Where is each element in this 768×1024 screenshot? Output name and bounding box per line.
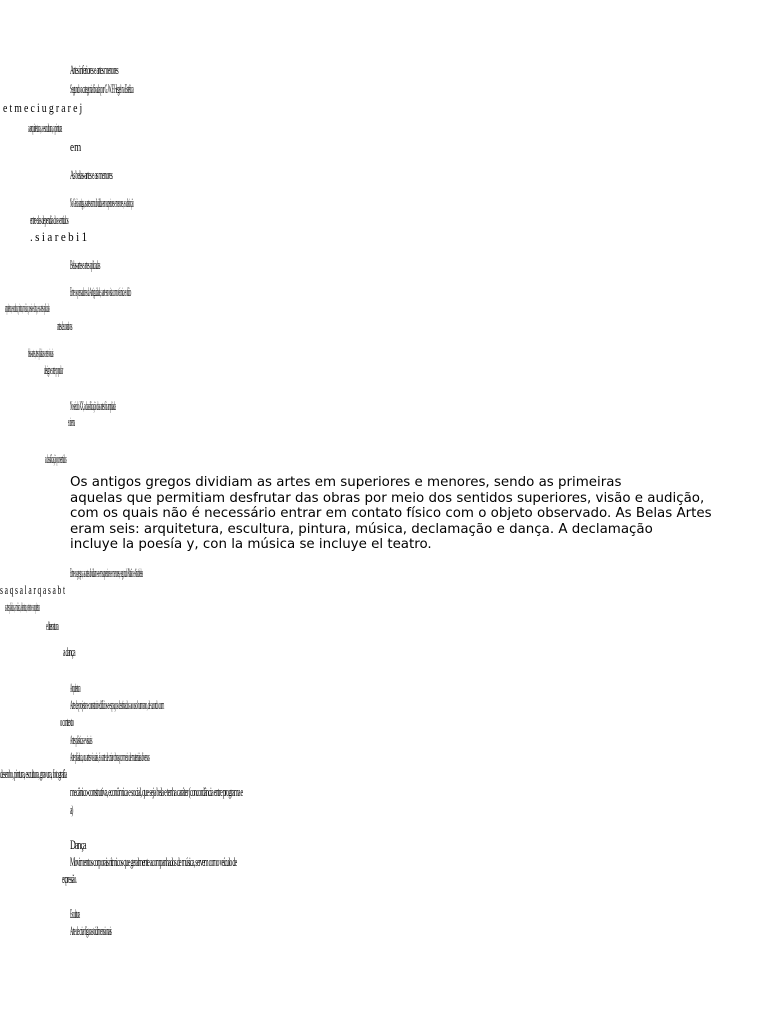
text-line: entre elas dependia dos sentidos — [30, 212, 69, 227]
heading-line: Escultura — [70, 906, 80, 921]
text-line: a) — [70, 802, 73, 817]
text-line: Entre os pensadores da Antiguidade, a arte era vista como técnica e ofício — [70, 284, 131, 299]
text-line: e literatura — [46, 618, 59, 633]
paragraph-line: incluye la poesía y, con la música se incluye el teatro. — [70, 537, 432, 553]
text-line: Movimentos corporais rítmicos que geralmente acompanhados de música, servem como veículo de — [70, 854, 237, 869]
text-line: desenho, pintura, escultura, gravura, fotografia — [0, 766, 67, 781]
text-line: Na Grécia antiga, as artes eram divididas em superiores e menores, e a distinção — [70, 195, 134, 210]
text-line: expressão. — [62, 871, 77, 886]
text-line: a arquitetura, a escultura, a pintura — [28, 120, 62, 135]
paragraph-line: aquelas que permitiam desfrutar das obras por meio dos sentidos superiores, visão e audição, — [70, 490, 705, 506]
heading-line: Artes plásticas e visuais — [70, 732, 92, 747]
heading-line: Belas-artes e artes aplicadas — [70, 257, 100, 272]
text-line: Arte de criar figuras tridimensionais — [70, 923, 112, 938]
text-line: a classificação por sentidos — [45, 451, 67, 466]
heading-line: Dança — [70, 837, 86, 852]
text-line: belas-artes, artes plásticas e artes visuais — [28, 345, 54, 360]
text-line: Segundo a categoria fixada por G. W. F. Hegel na Estética — [70, 81, 134, 96]
text-line: a dança — [63, 644, 75, 659]
text-line: artes decorativas — [57, 318, 72, 333]
text-line: Arte plástica, ou artes visuais, é a arte de criar obras por meio de materiais diversos — [70, 749, 150, 764]
text-line: as artes plásticas, a música, a literatura, o teatro e a arquitetura — [5, 599, 40, 614]
text-fragment: . s i a r e b i 1 — [30, 229, 87, 244]
text-line: Entre os gregos, as artes dividiam-se em superiores e menores, segundo Platão e Aristóteles — [70, 565, 143, 580]
text-fragment: s a q s a l a r q a s a b t — [0, 582, 65, 597]
heading-line: Artes inferiores e artes menores — [70, 62, 118, 77]
heading-line: Arquitetura — [70, 680, 81, 695]
text-line: e m — [70, 139, 81, 154]
text-line: e cinema — [68, 414, 75, 429]
heading-line: As belas-artes e as menores — [70, 167, 113, 182]
text-line: No século XX, a classificação das artes foi ampliada — [70, 398, 116, 413]
paragraph-line: eram seis: arquitetura, escultura, pintura, música, declamação e dança. A declamação — [70, 521, 653, 537]
text-line: design e arte popular — [44, 362, 63, 377]
paragraph-line: com os quais não é necessário entrar em contato físico com o objeto observado. As Belas Artes — [70, 506, 712, 522]
text-line: arquitetura, escultura, pintura, música, poesia e dança, e as artes aplicadas — [5, 300, 50, 315]
text-fragment: e t m e c i u g r a r e j — [3, 100, 83, 115]
paragraph-line: Os antigos gregos dividiam as artes em superiores e menores, sendo as primeiras — [70, 475, 622, 490]
text-line: o contexto — [60, 714, 74, 729]
readable-paragraph — [70, 475, 730, 553]
text-line: mecânico-construtiva, econômica e social, que seja bela e tenha caráter (concordância entre programa e — [70, 784, 243, 799]
text-line: Arte de projetar e construir edifícios e espaços destinados ao uso humano, de acordo com — [70, 697, 164, 712]
